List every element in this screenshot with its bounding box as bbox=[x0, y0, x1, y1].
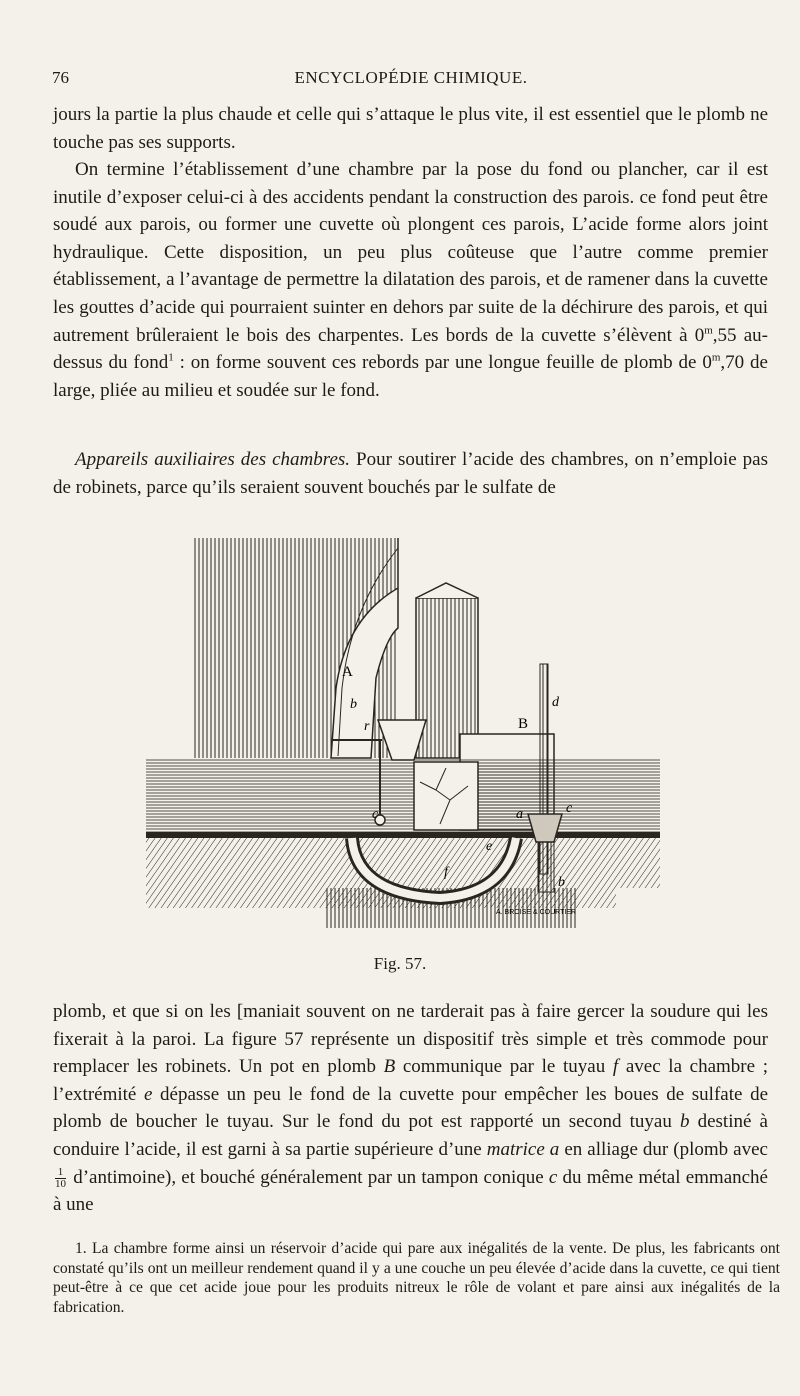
ref-c: c bbox=[548, 1166, 558, 1188]
paragraph-2 bbox=[53, 156, 768, 404]
paragraph-4-text-f: en alliage dur (plomb avec bbox=[559, 1138, 768, 1160]
tube-b bbox=[538, 842, 554, 892]
ref-e: e bbox=[143, 1083, 153, 1105]
label-r: r bbox=[364, 719, 370, 734]
tall-post-top bbox=[416, 583, 478, 598]
paragraph-4-text-e: destiné à conduire l’acide, il est garni à sa partie supérieure d’une bbox=[53, 1111, 768, 1160]
running-title: ENCYCLOPÉDIE CHIMIQUE. bbox=[294, 68, 528, 87]
fraction-one-tenth bbox=[55, 1167, 66, 1190]
unit-meter-2: m bbox=[711, 351, 721, 364]
paragraph-2-text-d: ,70 de large, pliée au milieu et soudée sur le fond. bbox=[53, 352, 768, 401]
paragraph-3-text: Pour soutirer l’acide des chambres, on n’emploie pas de robinets, parce qu’ils seraient souvent bouchés par le sulfate de bbox=[53, 449, 768, 498]
label-A: A bbox=[342, 664, 353, 680]
label-d: d bbox=[552, 695, 559, 710]
engraver-credit: A. BROISE & COURTIER bbox=[496, 909, 576, 916]
cracked-block bbox=[414, 762, 478, 830]
figure-caption: Fig. 57. bbox=[373, 954, 427, 973]
paragraph-2-text-a: On termine l’établissement d’une chambre par la pose du fond ou plancher, car il est inutile d’exposer celui-ci à des accidents pendant la construction des parois. ce fond peut être soudé aux parois, ou former une cuvette où plongent ces parois, L’acide forme alors joint hydraulique. Cette disposition, un peu plus coûteuse que l’autre comme premier établissement, a l’avantage de permettre la dilatation des parois, et de ramener dans la cuvette les gouttes d’acide qui pourraient suinter en dehors par suite de la déchirure des parois, et qui autrement brûleraient le bois des charpentes. Les bords de la cuvette s’élèvent à 0 bbox=[53, 159, 768, 346]
fraction-numerator: 1 bbox=[55, 1167, 66, 1179]
paragraph-1: jours la partie la plus chaude et celle qui s’attaque le plus vite, il est essentiel que le plomb ne touche pas ses supports. bbox=[53, 104, 768, 153]
unit-meter-1: m bbox=[704, 324, 713, 337]
paragraph-4-text-g: d’antimoine), et bouché généralement par un tampon conique bbox=[68, 1166, 549, 1188]
section-title: Appareils auxiliaires des chambres. bbox=[75, 449, 351, 470]
ref-matrice: matrice a bbox=[486, 1138, 560, 1160]
ref-B: B bbox=[383, 1056, 396, 1078]
cuvette-liquid bbox=[146, 758, 660, 832]
fraction-denominator: 10 bbox=[55, 1177, 66, 1190]
paragraph-4-text-a: plomb, et que si on les [maniait souvent on ne tarderait pas à faire gercer la soudure qui les fixerait à la paroi. La figure 57 représente un dispositif très simple et très commode pour remplacer les robinets. Un pot en plomb bbox=[53, 1001, 768, 1078]
footnote-number: 1. bbox=[75, 1240, 87, 1257]
running-header bbox=[52, 68, 770, 92]
label-c-left: c bbox=[372, 807, 379, 822]
paragraph-4 bbox=[53, 998, 768, 1219]
cuvette-floor bbox=[146, 832, 660, 838]
paragraph-4-text-c: avec la chambre ; l’extrémité bbox=[53, 1056, 768, 1105]
label-e: e bbox=[486, 839, 493, 854]
paragraph-2-text-b: ,55 au-dessus du fond bbox=[53, 324, 768, 374]
figure-57-engraving bbox=[146, 528, 666, 936]
paragraph-3 bbox=[53, 446, 768, 501]
ref-b: b bbox=[679, 1111, 690, 1133]
paragraph-4-text-d: dépasse un peu le fond de la cuvette pour empêcher les boues de sulfate de plomb de boucher le tuyau. Sur le fond du pot est rapporté un second tuyau bbox=[53, 1083, 768, 1133]
label-b-lower: b bbox=[558, 875, 565, 890]
label-a: a bbox=[516, 807, 523, 822]
label-B: B bbox=[518, 716, 529, 732]
paragraph-4-text-h: du même métal emmanché à une bbox=[53, 1166, 768, 1216]
paragraph-2-text-c: : on forme souvent ces rebords par une longue feuille de plomb de 0 bbox=[173, 352, 712, 374]
label-c: c bbox=[566, 801, 573, 816]
page-number: 76 bbox=[52, 68, 69, 87]
footnote-ref: 1 bbox=[168, 351, 174, 364]
footnote bbox=[53, 1239, 780, 1317]
footnote-text: La chambre forme ainsi un réservoir d’acide qui pare aux inégalités de la vente. De plus, les fabricants ont constaté qu’ils ont un meilleur rendement quand il y a une couche un peu élevée d’acide dans la cuvette, ce qui tient peut-être à ce que cet acide joue pour les produits nitreux le rôle de volant et pare ainsi aux inégalités de la fabrication. bbox=[53, 1240, 780, 1316]
label-b-upper: b bbox=[350, 697, 357, 712]
paragraph-4-text-b: communique par le tuyau bbox=[395, 1056, 613, 1078]
label-f: f bbox=[444, 865, 448, 880]
ref-f: f bbox=[612, 1056, 619, 1078]
